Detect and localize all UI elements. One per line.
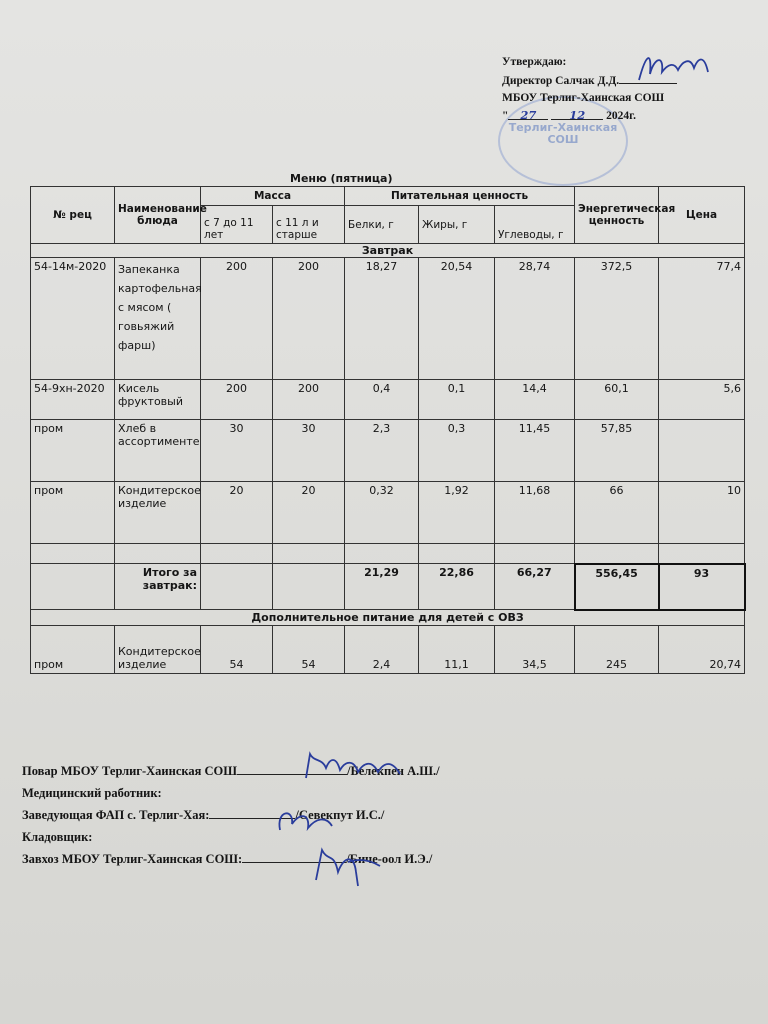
approval-heading: Утверждаю: xyxy=(502,56,567,68)
supply-signature xyxy=(308,842,388,892)
total-label: Итого за завтрак: xyxy=(115,564,201,610)
header-rec: № рец xyxy=(31,187,115,244)
header-protein: Белки, г xyxy=(345,206,419,244)
school-stamp: Терлиг-Хаинская СОШ xyxy=(498,96,628,186)
medic-line: Медицинский работник: xyxy=(22,786,162,800)
empty-row xyxy=(31,544,745,564)
fap-line: Заведующая ФАП с. Терлиг-Хая: /Севекпут И.С./ xyxy=(22,808,385,822)
header-mass-11-plus: с 11 л и старше xyxy=(273,206,345,244)
header-carbs: Углеводы, г xyxy=(495,206,575,244)
table-row: 54-14м-2020 Запеканка картофельная с мясом ( говьяжий фарш) 200 200 18,27 20,54 28,74 372,5 77,4 xyxy=(31,258,745,380)
director-signature xyxy=(634,44,714,86)
table-row: пром Кондитерское изделие 20 20 0,32 1,92 11,68 66 10 xyxy=(31,482,745,544)
storekeeper-line: Кладовщик: xyxy=(22,830,93,844)
approval-date: " 27 12 2024г. xyxy=(502,108,636,122)
fap-signature xyxy=(270,802,340,838)
supply-line: Завхоз МБОУ Терлиг-Хаинская СОШ: /Биче-оол И.Э./ xyxy=(22,852,433,866)
header-mass-7-11: с 7 до 11 лет xyxy=(201,206,273,244)
approval-school: МБОУ Терлиг-Хаинская СОШ xyxy=(502,92,665,104)
menu-title: Меню (пятница) xyxy=(290,172,393,185)
approval-director: Директор Салчак Д.Д. xyxy=(502,71,702,90)
header-fat: Жиры, г xyxy=(419,206,495,244)
cook-line: Повар МБОУ Терлиг-Хаинская СОШ /Белекпен А.Ш./ xyxy=(22,764,440,778)
table-row: пром Хлеб в ассортименте 30 30 2,3 0,3 11,45 57,85 xyxy=(31,420,745,482)
section-breakfast: Завтрак xyxy=(31,244,745,258)
header-name: Наименование блюда xyxy=(115,187,201,244)
header-price: Цена xyxy=(659,187,745,244)
header-mass: Масса xyxy=(201,187,345,206)
menu-table xyxy=(30,186,746,674)
total-row: Итого за завтрак: 21,29 22,86 66,27 556,45 93 xyxy=(31,564,745,610)
section-extra: Дополнительное питание для детей с ОВЗ xyxy=(31,610,745,626)
table-row: 54-9хн-2020 Кисель фруктовый 200 200 0,4 0,1 14,4 60,1 5,6 xyxy=(31,380,745,420)
header-energy: Энергетическая ценность xyxy=(575,187,659,244)
cook-signature xyxy=(300,748,410,788)
table-row: пром Кондитерское изделие 54 54 2,4 11,1 34,5 245 20,74 xyxy=(31,626,745,674)
header-nutrition: Питательная ценность xyxy=(345,187,575,206)
